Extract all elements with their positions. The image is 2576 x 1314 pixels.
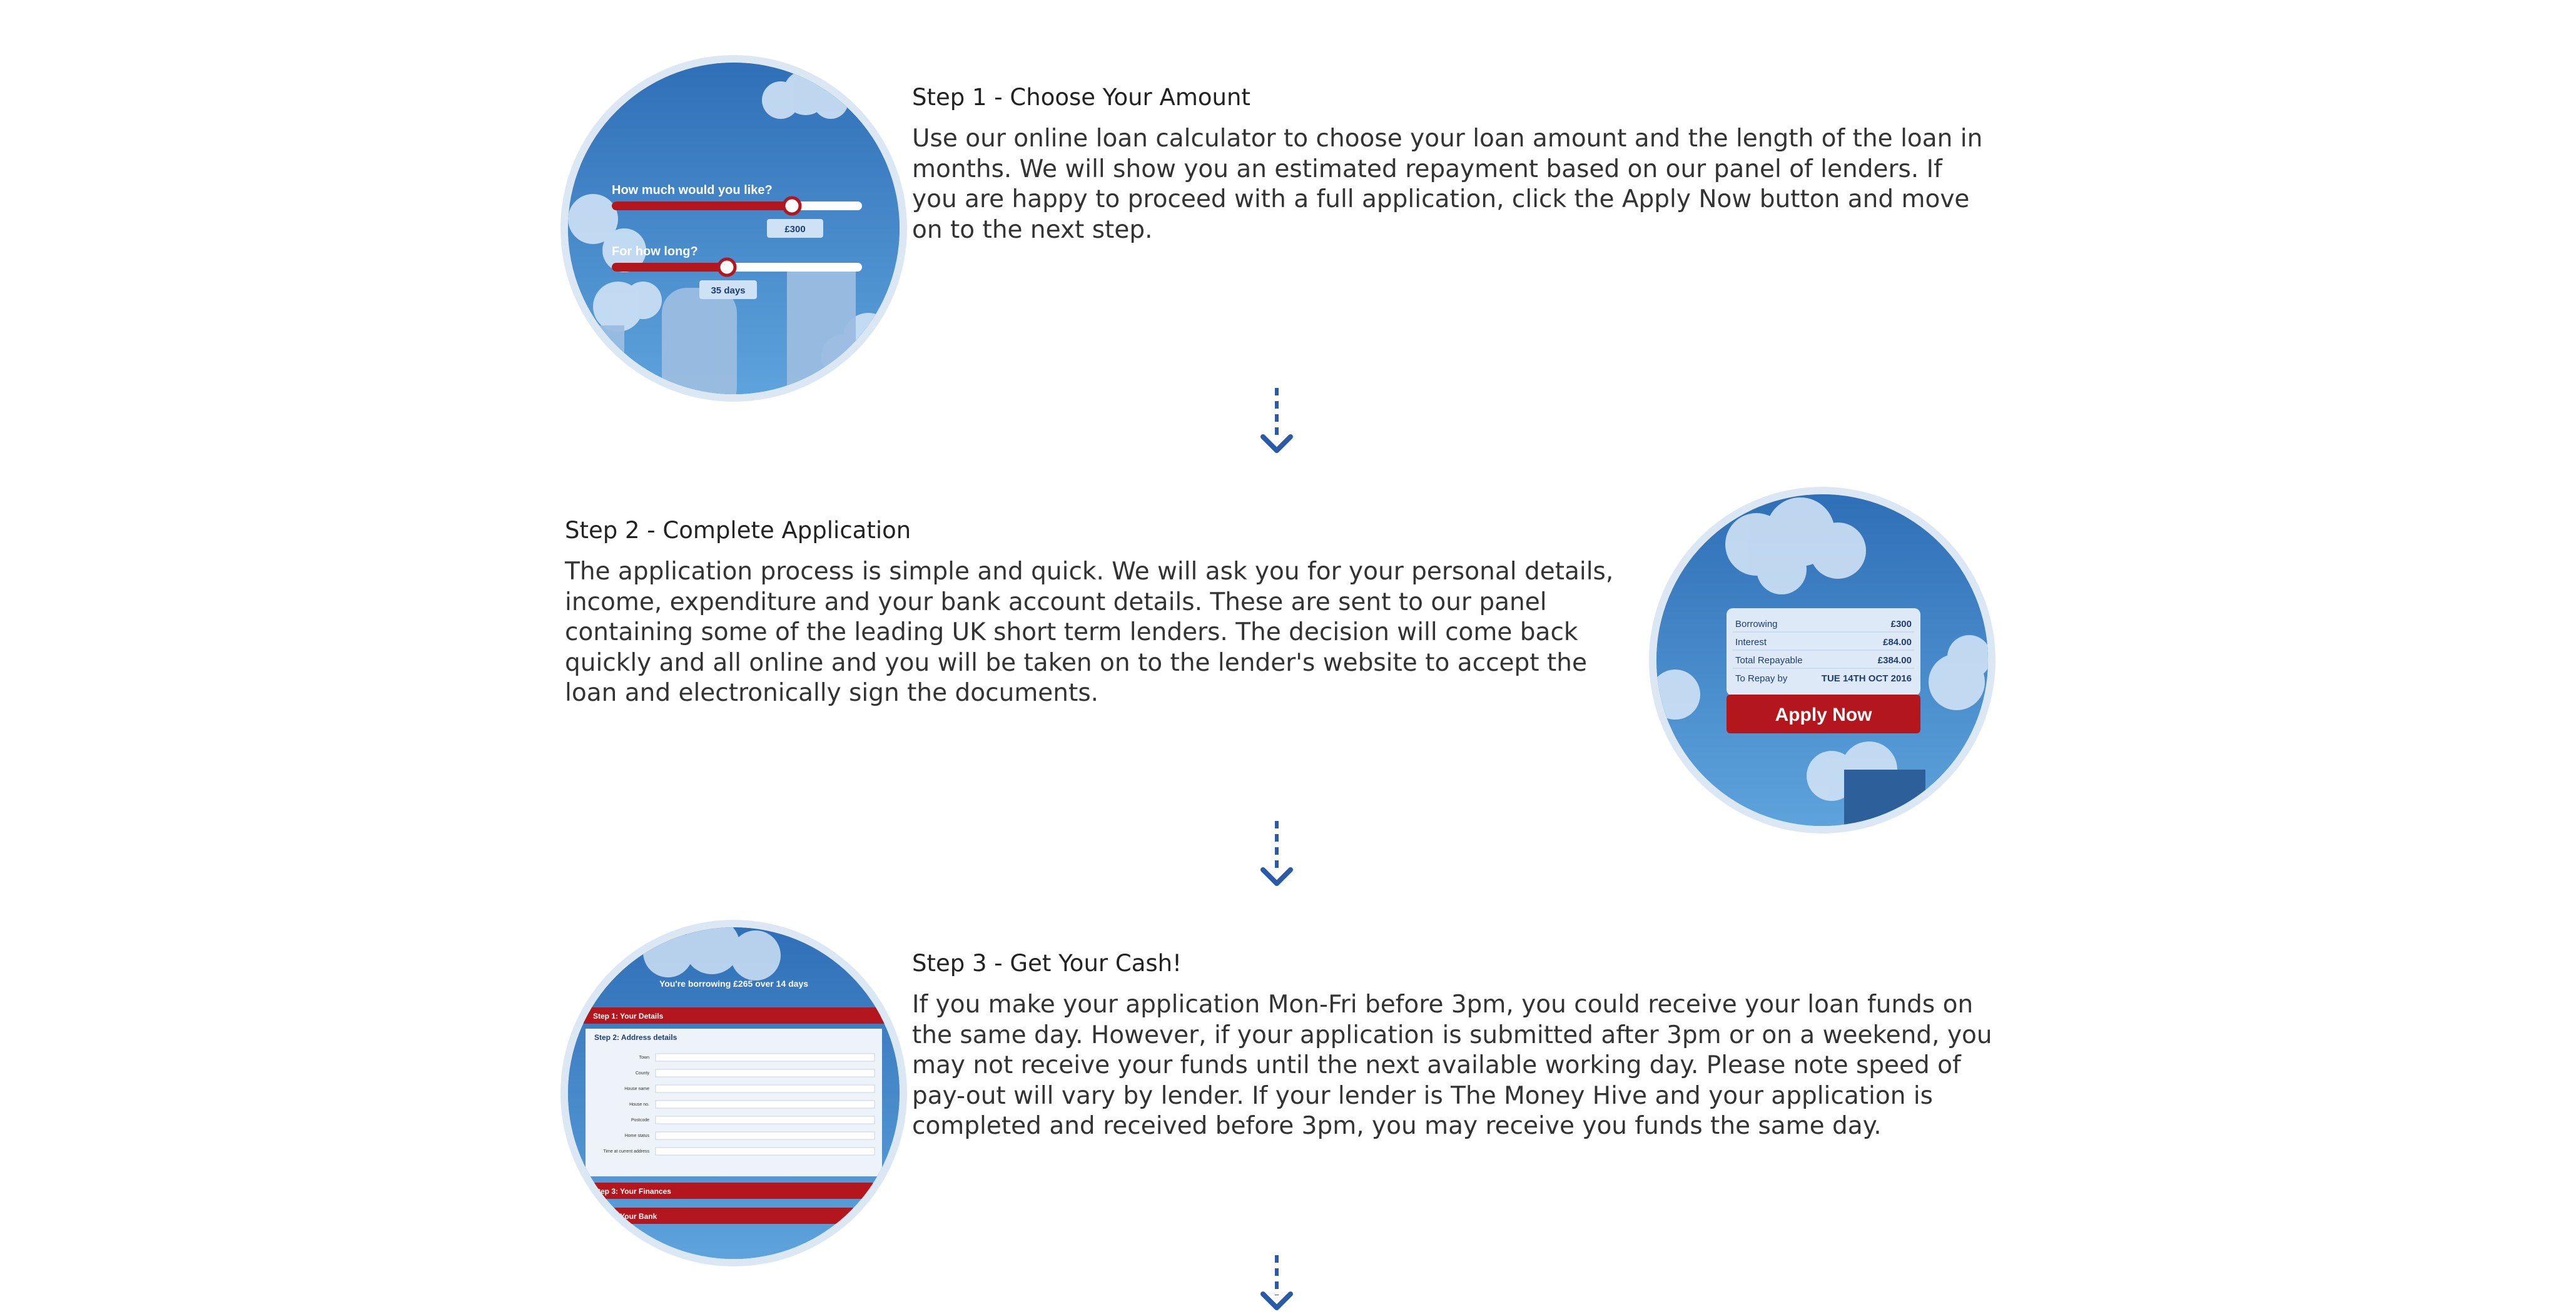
amount-value: £300 (784, 224, 806, 235)
step-2-body: The application process is simple and quick. We will ask you for your personal details, income, expenditure and your bank account details. These are sent to our panel containing some of the leading UK short term lenders. The decision will come back quickly and all online and you will be taken on to the lender's website to accept the loan and electronically sign the documents. (565, 558, 1614, 707)
form-field[interactable] (656, 1069, 875, 1077)
application-form-illustration (568, 927, 900, 1259)
total-repayable-value: £384.00 (1877, 655, 1912, 666)
field-label: House name (624, 1087, 649, 1091)
field-label: Time at current address (603, 1149, 649, 1154)
section-address-details: Step 2: Address details (594, 1033, 677, 1042)
apply-now-label: Apply Now (1775, 705, 1872, 725)
section-your-bank: Step 4: Your Bank (593, 1212, 657, 1221)
field-label: House no. (629, 1103, 649, 1107)
term-slider-fill (612, 263, 727, 272)
form-field[interactable] (656, 1116, 875, 1124)
repay-by-label: To Repay by (1735, 673, 1788, 684)
borrowing-value: £300 (1890, 619, 1912, 629)
step-3-illustration (568, 927, 900, 1259)
field-label: Town (639, 1056, 649, 1060)
form-field[interactable] (656, 1132, 875, 1139)
total-repayable-label: Total Repayable (1735, 655, 1803, 666)
field-label: County (635, 1071, 649, 1076)
repay-by-value: TUE 14TH OCT 2016 (1821, 673, 1912, 684)
field-label: Home status (624, 1134, 649, 1138)
interest-label: Interest (1735, 637, 1767, 648)
dashed-down-arrow-icon (1258, 388, 1296, 458)
loan-summary-illustration (1656, 494, 1988, 826)
field-label: Postcode (631, 1118, 649, 1123)
amount-slider-fill (612, 201, 792, 210)
dashed-down-arrow-icon (1258, 821, 1296, 891)
step-1-body: Use our online loan calculator to choose your loan amount and the length of the loan in months. We will show you an estimated repayment based on our panel of lenders. If you are happy to proceed with a full application, click the Apply Now button and move on to the next step. (912, 125, 1983, 244)
term-question: For how long? (612, 245, 698, 258)
step-1-illustration (568, 63, 900, 394)
term-value: 35 days (711, 285, 746, 296)
borrowing-label: Borrowing (1735, 619, 1778, 629)
section-your-details: Step 1: Your Details (593, 1012, 664, 1021)
amount-slider-handle[interactable] (784, 198, 800, 214)
term-slider-handle[interactable] (719, 259, 735, 275)
step-2-illustration (1656, 494, 1988, 826)
step-3-body: If you make your application Mon-Fri before 3pm, you could receive your loan funds on the same day. However, if your application is submitted after 3pm or on a weekend, you may not receive your funds until the next available working day. Please note speed of pay-out will vary by lender. If your lender is The Money Hive and your application is completed and received before 3pm, you may receive you funds the same day. (912, 991, 1992, 1140)
borrowing-banner: You're borrowing £265 over 14 days (659, 979, 809, 989)
form-field[interactable] (656, 1101, 875, 1108)
section-your-finances: Step 3: Your Finances (593, 1187, 671, 1196)
interest-value: £84.00 (1883, 637, 1912, 648)
step-1-title: Step 1 - Choose Your Amount (912, 84, 1250, 111)
form-field[interactable] (656, 1054, 875, 1061)
form-field[interactable] (656, 1148, 875, 1155)
dashed-down-arrow-icon (1258, 1255, 1296, 1314)
step-2-title: Step 2 - Complete Application (565, 517, 911, 544)
step-3-title: Step 3 - Get Your Cash! (912, 950, 1182, 977)
loan-calculator-illustration (568, 63, 900, 394)
amount-question: How much would you like? (612, 183, 773, 197)
form-field[interactable] (656, 1085, 875, 1092)
